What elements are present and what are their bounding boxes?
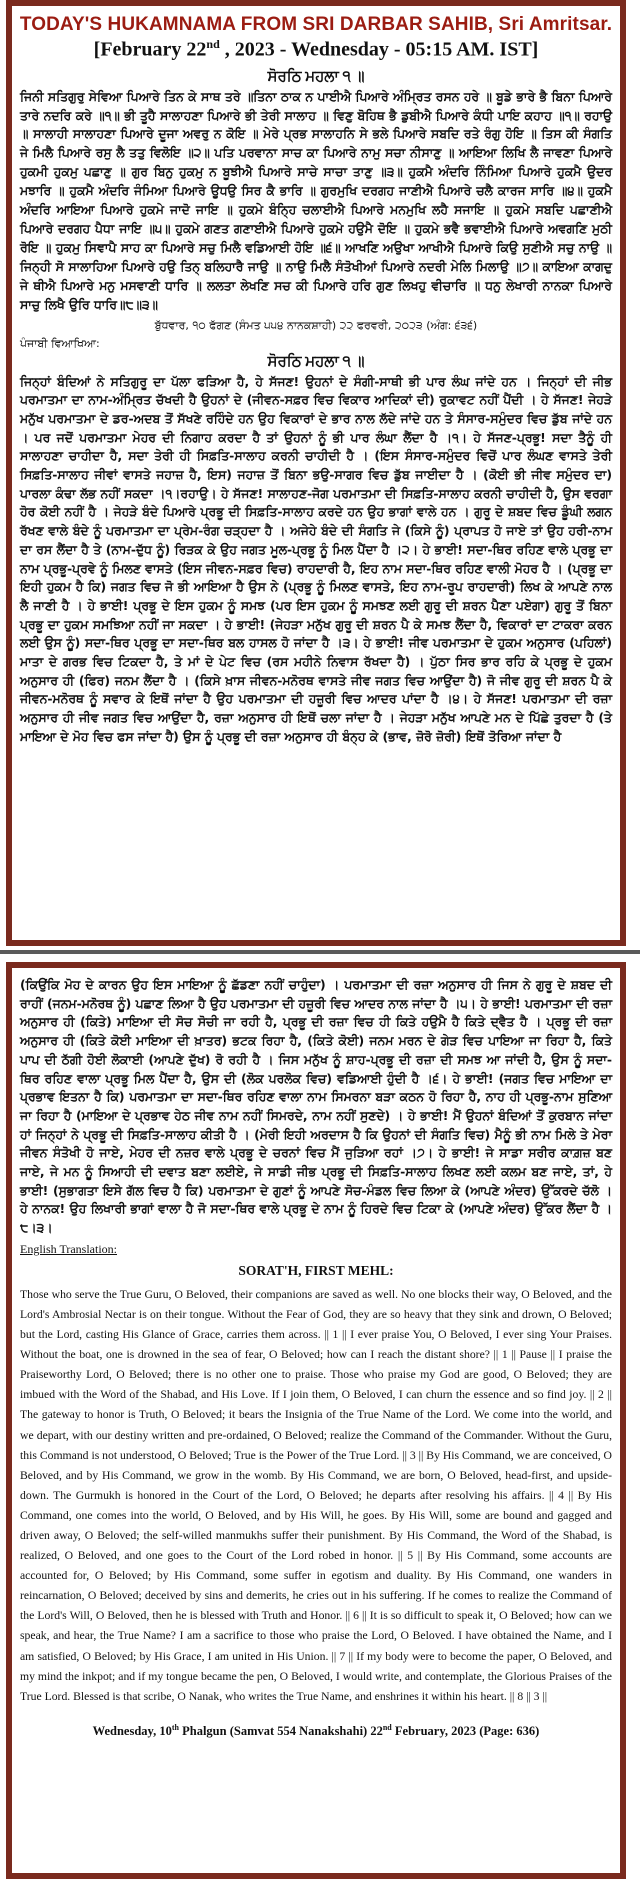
gurbani-heading: ਸੋਰਠਿ ਮਹਲਾ ੧ ॥ — [267, 68, 365, 85]
section-divider — [0, 950, 640, 954]
gurbani-section — [12, 68, 620, 747]
footer-date-line — [20, 1723, 612, 1739]
footer-prefix: Wednesday, 10 — [92, 1723, 172, 1738]
punjabi-heading: ਸੋਰਠਿ ਮਹਲਾ ੧ ॥ — [267, 353, 365, 370]
date-time-line — [16, 37, 616, 62]
footer-middle: Phalgun (Samvat 554 Nanakshahi) 22 — [178, 1723, 383, 1738]
english-translation-text: Those who serve the True Guru, O Beloved, their companions are saved as well. No one blocks their way, O Beloved, and the Lord's Ambrosial Nectar is on their tongue. Without the Fear of God, they are so heavy that they sink and drown, O Beloved; but the Lord, casting His Glance of Grace, carries them across. || 1 || I ever praise You, O Beloved, I ever sing Your Praises. Without the boat, one is drowned in the sea of fear, O Beloved; how can I reach the distant shore? || 1 || Pause || I praise the Praiseworthy Lord, O Beloved; there is no other one to praise. Those who praise my God are good, O Beloved; they are imbued with the Word of the Shabad, and His Love. If I join them, O Beloved, I can churn the essence and so find joy. || 2 || The gateway to honor is Truth, O Beloved; it bears the Insignia of the True Name of the Lord. We come into the world, and we depart, with our destiny written and pre-ordained, O Beloved; realize the Command of the Commander. Without the Guru, this Command is not understood, O Beloved; True is the Power of the True Lord. || 3 || By His Command, we are conceived, O Beloved, and by His Command, we grow in the womb. By His Command, we are born, O Beloved, head-first, and upside-down. The Gurmukh is honored in the Court of the Lord, O Beloved; he departs after resolving his affairs. || 4 || By His Command, one comes into the world, O Beloved, and by His Will, he goes. By His Will, some are bound and gagged and driven away, O Beloved; the self-willed manmukhs suffer their punishment. By His Command, the Word of the Shabad, is realized, O Beloved, and one goes to the Court of the Lord robed in honor. || 5 || By His Command, some accounts are accounted for, O Beloved; by His Command, some suffer in egotism and duality. By His Command, one wanders in reincarnation, O Beloved; deceived by sins and demerits, he cries out in his suffering. If he comes to realize the Command of the Lord's Will, O Beloved, then he is blessed with Truth and Honor. || 6 || It is so difficult to speak it, O Beloved; how can we speak, and hear, the True Name? I am a sacrifice to those who praise the Lord, O Beloved. I have obtained the Name, and I am satisfied, O Beloved; by His Grace, I am united in His Union. || 7 || If my body were to become the paper, O Beloved, and my mind the inkpot; and if my tongue became the pen, O Beloved, I would write, and contemplate, the Glorious Praises of the True Lord. Blessed is that scribe, O Nanak, who writes the True Name, and enshrines it within his heart. || 8 || 3 || — [20, 1287, 612, 1703]
hukamnama-panel-top — [6, 0, 626, 946]
english-translation-label: English Translation: — [20, 1241, 118, 1256]
english-heading: SORAT'H, FIRST MEHL: — [238, 1262, 394, 1278]
punjabi-explanation-text-2: (ਕਿਉਂਕਿ ਮੋਹ ਦੇ ਕਾਰਨ ਉਹ ਇਸ ਮਾਇਆ ਨੂੰ ਛੱਡਣਾ ਨਹੀਂ ਚਾਹੁੰਦਾ) । ਪਰਮਾਤਮਾ ਦੀ ਰਜ਼ਾ ਅਨੁਸਾਰ ਹੀ ਜਿਸ ਨੇ ਗੁਰੂ ਦੇ ਸ਼ਬਦ ਦੀ ਰਾਹੀਂ (ਜਨਮ-ਮਨੋਰਥ ਨੂੰ) ਪਛਾਣ ਲਿਆ ਹੈ ਉਹ ਪਰਮਾਤਮਾ ਦੀ ਹਜ਼ੂਰੀ ਵਿਚ ਆਦਰ ਨਾਲ ਜਾਂਦਾ ਹੈ ।੫। ਹੇ ਭਾਈ! ਪਰਮਾਤਮਾ ਦੀ ਰਜ਼ਾ ਅਨੁਸਾਰ ਹੀ (ਕਿਤੇ) ਮਾਇਆ ਦੀ ਸੋਚ ਸੋਚੀ ਜਾ ਰਹੀ ਹੈ, ਪ੍ਰਭੂ ਦੀ ਰਜ਼ਾ ਵਿਚ ਹੀ ਕਿਤੇ ਹਉਮੈ ਹੈ ਕਿਤੇ ਦ੍ਵੈਤ ਹੈ । ਪ੍ਰਭੂ ਦੀ ਰਜ਼ਾ ਅਨੁਸਾਰ ਹੀ (ਕਿਤੇ ਕੋਈ ਮਾਇਆ ਦੀ ਖ਼ਾਤਰ) ਭਟਕ ਰਿਹਾ ਹੈ, (ਕਿਤੇ ਕੋਈ) ਜਨਮ ਮਰਨ ਦੇ ਗੇੜ ਵਿਚ ਪਾਇਆ ਜਾ ਰਿਹਾ ਹੈ, ਕਿਤੇ ਪਾਪ ਦੀ ਠੱਗੀ ਹੋਈ ਲੋਕਾਈ (ਆਪਣੇ ਦੁੱਖ) ਰੋ ਰਹੀ ਹੈ । ਜਿਸ ਮਨੁੱਖ ਨੂੰ ਸ਼ਾਹ-ਪ੍ਰਭੂ ਦੀ ਰਜ਼ਾ ਦੀ ਸਮਝ ਆ ਜਾਂਦੀ ਹੈ, ਉਸ ਨੂੰ ਸਦਾ-ਥਿਰ ਰਹਿਣ ਵਾਲਾ ਪ੍ਰਭੂ ਮਿਲ ਪੈਂਦਾ ਹੈ, ਉਸ ਦੀ (ਲੋਕ ਪਰਲੋਕ ਵਿਚ) ਵਡਿਆਈ ਹੁੰਦੀ ਹੈ ।੬। ਹੇ ਭਾਈ! (ਜਗਤ ਵਿਚ ਮਾਇਆ ਦਾ ਪ੍ਰਭਾਵ ਇਤਨਾ ਹੈ ਕਿ) ਪਰਮਾਤਮਾ ਦਾ ਸਦਾ-ਥਿਰ ਰਹਿਣ ਵਾਲਾ ਨਾਮ ਸਿਮਰਨਾ ਬੜਾ ਕਠਨ ਹੋ ਰਿਹਾ ਹੈ, ਨਾਹ ਹੀ ਪ੍ਰਭੂ-ਨਾਮ ਸੁਣਿਆ ਜਾ ਰਿਹਾ ਹੈ (ਮਾਇਆ ਦੇ ਪ੍ਰਭਾਵ ਹੇਠ ਜੀਵ ਨਾਮ ਨਹੀਂ ਸਿਮਰਦੇ, ਨਾਮ ਨਹੀਂ ਸੁਣਦੇ) । ਹੇ ਭਾਈ! ਮੈਂ ਉਹਨਾਂ ਬੰਦਿਆਂ ਤੋਂ ਕੁਰਬਾਨ ਜਾਂਦਾ ਹਾਂ ਜਿਨ੍ਹਾਂ ਨੇ ਪ੍ਰਭੂ ਦੀ ਸਿਫ਼ਤਿ-ਸਾਲਾਹ ਕੀਤੀ ਹੈ । (ਮੇਰੀ ਇਹੀ ਅਰਦਾਸ ਹੈ ਕਿ ਉਹਨਾਂ ਦੀ ਸੰਗਤਿ ਵਿਚ) ਮੈਨੂੰ ਭੀ ਨਾਮ ਮਿਲੇ ਤੇ ਮੇਰਾ ਜੀਵਨ ਸੰਤੋਖੀ ਹੋ ਜਾਏ, ਮੇਹਰ ਦੀ ਨਜ਼ਰ ਵਾਲੇ ਪ੍ਰਭੂ ਦੇ ਚਰਨਾਂ ਵਿਚ ਮੈਂ ਜੁੜਿਆ ਰਹਾਂ ।੭। ਹੇ ਭਾਈ! ਜੇ ਸਾਡਾ ਸਰੀਰ ਕਾਗ਼ਜ਼ ਬਣ ਜਾਏ, ਜੇ ਮਨ ਨੂੰ ਸਿਆਹੀ ਦੀ ਦਵਾਤ ਬਣਾ ਲਈਏ, ਜੇ ਸਾਡੀ ਜੀਭ ਪ੍ਰਭੂ ਦੀ ਸਿਫ਼ਤਿ-ਸਾਲਾਹ ਲਿਖਣ ਲਈ ਕਲਮ ਬਣ ਜਾਏ, ਤਾਂ, ਹੇ ਭਾਈ! (ਸੁਭਾਗਤਾ ਇਸੇ ਗੱਲ ਵਿਚ ਹੈ ਕਿ) ਪਰਮਾਤਮਾ ਦੇ ਗੁਣਾਂ ਨੂੰ ਆਪਣੇ ਸੋਚ-ਮੰਡਲ ਵਿਚ ਲਿਆ ਕੇ (ਆਪਣੇ ਅੰਦਰ) ਉੱਕਰਦੇ ਚੱਲੋ । ਹੇ ਨਾਨਕ! ਉਹ ਲਿਖਾਰੀ ਭਾਗਾਂ ਵਾਲਾ ਹੈ ਜੋ ਸਦਾ-ਥਿਰ ਵਾਲੇ ਪ੍ਰਭੂ ਦੇ ਨਾਮ ਨੂੰ ਹਿਰਦੇ ਵਿਚ ਟਿਕਾ ਕੇ (ਆਪਣੇ ਅੰਦਰ) ਉੱਕਰ ਲੈਂਦਾ ਹੈ ।੮।੩। — [20, 977, 612, 1236]
gurbani-text: ਜਿਨੀ ਸਤਿਗੁਰੁ ਸੇਵਿਆ ਪਿਆਰੇ ਤਿਨ ਕੇ ਸਾਥ ਤਰੇ ॥ਤਿਨਾ ਠਾਕ ਨ ਪਾਈਐ ਪਿਆਰੇ ਅੰਮ੍ਰਿਤ ਰਸਨ ਹਰੇ ॥ ਬੂਡੇ ਭਾਰੇ ਭੈ ਬਿਨਾ ਪਿਆਰੇ ਤਾਰੇ ਨਦਰਿ ਕਰੇ ॥੧॥ ਭੀ ਤੂਹੈ ਸਾਲਾਹਣਾ ਪਿਆਰੇ ਭੀ ਤੇਰੀ ਸਾਲਾਹ ॥ ਵਿਣੁ ਬੋਹਿਥ ਭੈ ਡੁਬੀਐ ਪਿਆਰੇ ਕੰਧੀ ਪਾਇ ਕਹਾਹ ॥੧॥ ਰਹਾਉ ॥ ਸਾਲਾਹੀ ਸਾਲਾਹਣਾ ਪਿਆਰੇ ਦੂਜਾ ਅਵਰੁ ਨ ਕੋਇ ॥ ਮੇਰੇ ਪ੍ਰਭ ਸਾਲਾਹਨਿ ਸੇ ਭਲੇ ਪਿਆਰੇ ਸਬਦਿ ਰਤੇ ਰੰਗੁ ਹੋਇ ॥ ਤਿਸ ਕੀ ਸੰਗਤਿ ਜੇ ਮਿਲੈ ਪਿਆਰੇ ਰਸੁ ਲੈ ਤਤੁ ਵਿਲੋਇ ॥੨॥ ਪਤਿ ਪਰਵਾਨਾ ਸਾਚ ਕਾ ਪਿਆਰੇ ਨਾਮੁ ਸਚਾ ਨੀਸਾਣੁ ॥ ਆਇਆ ਲਿਖਿ ਲੈ ਜਾਵਣਾ ਪਿਆਰੇ ਹੁਕਮੀ ਹੁਕਮੁ ਪਛਾਣੁ ॥ ਗੁਰ ਬਿਨੁ ਹੁਕਮੁ ਨ ਬੂਝੀਐ ਪਿਆਰੇ ਸਾਚੇ ਸਾਚਾ ਤਾਣੁ ॥੩॥ ਹੁਕਮੈ ਅੰਦਰਿ ਨਿੰਮਿਆ ਪਿਆਰੇ ਹੁਕਮੈ ਉਦਰ ਮਝਾਰਿ ॥ ਹੁਕਮੈ ਅੰਦਰਿ ਜੰਮਿਆ ਪਿਆਰੇ ਊਧਉ ਸਿਰ ਕੈ ਭਾਰਿ ॥ ਗੁਰਮੁਖਿ ਦਰਗਹ ਜਾਣੀਐ ਪਿਆਰੇ ਚਲੈ ਕਾਰਜ ਸਾਰਿ ॥੪॥ ਹੁਕਮੈ ਅੰਦਰਿ ਆਇਆ ਪਿਆਰੇ ਹੁਕਮੇ ਜਾਦੋ ਜਾਇ ॥ ਹੁਕਮੇ ਬੰਨ੍ਹਿ ਚਲਾਈਐ ਪਿਆਰੇ ਮਨਮੁਖਿ ਲਹੈ ਸਜਾਇ ॥ ਹੁਕਮੇ ਸਬਦਿ ਪਛਾਣੀਐ ਪਿਆਰੇ ਦਰਗਹ ਪੈਧਾ ਜਾਇ ॥੫॥ ਹੁਕਮੇ ਗਣਤ ਗਣਾਈਐ ਪਿਆਰੇ ਹੁਕਮੇ ਹਉਮੈ ਦੋਇ ॥ ਹੁਕਮੇ ਭਵੈ ਭਵਾਈਐ ਪਿਆਰੇ ਅਵਗਣਿ ਮੁਠੀ ਰੋਇ ॥ ਹੁਕਮੁ ਸਿਞਾਪੈ ਸਾਹ ਕਾ ਪਿਆਰੇ ਸਚੁ ਮਿਲੈ ਵਡਿਆਈ ਹੋਇ ॥੬॥ ਆਖਣਿ ਅਉਖਾ ਆਖੀਐ ਪਿਆਰੇ ਕਿਉ ਸੁਣੀਐ ਸਚੁ ਨਾਉ ॥ ਜਿਨ੍ਹੀ ਸੋ ਸਾਲਾਹਿਆ ਪਿਆਰੇ ਹਉ ਤਿਨ੍ ਬਲਿਹਾਰੈ ਜਾਉ ॥ ਨਾਉ ਮਿਲੈ ਸੰਤੋਖੀਆਂ ਪਿਆਰੇ ਨਦਰੀ ਮੇਲਿ ਮਿਲਾਉ ॥੭॥ ਕਾਇਆ ਕਾਗਦੁ ਜੇ ਥੀਐ ਪਿਆਰੇ ਮਨੁ ਮਸਵਾਣੀ ਧਾਰਿ ॥ ਲਲਤਾ ਲੇਖਣਿ ਸਚ ਕੀ ਪਿਆਰੇ ਹਰਿ ਗੁਣ ਲਿਖਹੁ ਵੀਚਾਰਿ ॥ ਧਨੁ ਲੇਖਾਰੀ ਨਾਨਕਾ ਪਿਆਰੇ ਸਾਚੁ ਲਿਖੈ ਉਰਿ ਧਾਰਿ॥੮॥੩॥ — [20, 88, 612, 312]
nanakshahi-dateline: ਬੁੱਧਵਾਰ, ੧੦ ਫੱਗਣ (ਸੰਮਤ ੫੫੪ ਨਾਨਕਸ਼ਾਹੀ) ੨੨ ਫਰਵਰੀ, ੨੦੨੩ (ਅੰਗ: ੬੩੬) — [154, 318, 478, 332]
footer-suffix: February, 2023 (Page: 636) — [391, 1723, 540, 1738]
date-suffix-sup: nd — [206, 37, 220, 51]
footer-sup-2: nd — [382, 1722, 392, 1732]
punjabi-explanation-label: ਪੰਜਾਬੀ ਵਿਆਖਿਆ: — [20, 336, 100, 350]
date-rest: , 2023 - Wednesday - 05:15 AM. IST] — [219, 38, 539, 61]
footer-sup-1: th — [171, 1722, 179, 1732]
hukamnama-panel-bottom — [6, 962, 626, 1879]
page-title: TODAY'S HUKAMNAMA FROM SRI DARBAR SAHIB, Sri Amritsar. — [19, 14, 613, 35]
punjabi-explanation-text-1: ਜਿਨ੍ਹਾਂ ਬੰਦਿਆਂ ਨੇ ਸਤਿਗੁਰੂ ਦਾ ਪੱਲਾ ਫੜਿਆ ਹੈ, ਹੇ ਸੱਜਣ! ਉਹਨਾਂ ਦੇ ਸੰਗੀ-ਸਾਥੀ ਭੀ ਪਾਰ ਲੰਘ ਜਾਂਦੇ ਹਨ । ਜਿਨ੍ਹਾਂ ਦੀ ਜੀਭ ਪਰਮਾਤਮਾ ਦਾ ਨਾਮ-ਅੰਮ੍ਰਿਤ ਚੱਖਦੀ ਹੈ ਉਹਨਾਂ ਦੇ (ਜੀਵਨ-ਸਫ਼ਰ ਵਿਚ ਵਿਕਾਰ ਆਦਿਕਾਂ ਦੀ) ਰੁਕਾਵਟ ਨਹੀਂ ਪੈਂਦੀ । ਹੇ ਸੱਜਣ! ਜੇਹੜੇ ਮਨੁੱਖ ਪਰਮਾਤਮਾ ਦੇ ਡਰ-ਅਦਬ ਤੋਂ ਸੱਖਣੇ ਰਹਿੰਦੇ ਹਨ ਉਹ ਵਿਕਾਰਾਂ ਦੇ ਭਾਰ ਨਾਲ ਲੱਦੇ ਜਾਂਦੇ ਹਨ ਤੇ ਸੰਸਾਰ-ਸਮੁੰਦਰ ਵਿਚ ਡੁੱਬ ਜਾਂਦੇ ਹਨ । ਪਰ ਜਦੋਂ ਪਰਮਾਤਮਾ ਮੇਹਰ ਦੀ ਨਿਗਾਹ ਕਰਦਾ ਹੈ ਤਾਂ ਉਹਨਾਂ ਨੂੰ ਭੀ ਪਾਰ ਲੰਘਾ ਲੈਂਦਾ ਹੈ ।੧। ਹੇ ਸੱਜਣ-ਪ੍ਰਭੂ! ਸਦਾ ਤੈਨੂੰ ਹੀ ਸਾਲਾਹਣਾ ਚਾਹੀਦਾ ਹੈ, ਸਦਾ ਤੇਰੀ ਹੀ ਸਿਫ਼ਤਿ-ਸਾਲਾਹ ਕਰਨੀ ਚਾਹੀਦੀ ਹੈ । (ਇਸ ਸੰਸਾਰ-ਸਮੁੰਦਰ ਵਿਚੋਂ ਪਾਰ ਲੰਘਣ ਵਾਸਤੇ ਤੇਰੀ ਸਿਫ਼ਤਿ-ਸਾਲਾਹ ਜੀਵਾਂ ਵਾਸਤੇ ਜਹਾਜ਼ ਹੈ, ਇਸ) ਜਹਾਜ਼ ਤੋਂ ਬਿਨਾ ਭਉ-ਸਾਗਰ ਵਿਚ ਡੁੱਬ ਜਾਈਦਾ ਹੈ । (ਕੋਈ ਭੀ ਜੀਵ ਸਮੁੰਦਰ ਦਾ) ਪਾਰਲਾ ਕੰਢਾ ਲੱਭ ਨਹੀਂ ਸਕਦਾ ।੧।ਰਹਾਉ। ਹੇ ਸੱਜਣ! ਸਾਲਾਹਣ-ਜੋਗ ਪਰਮਾਤਮਾ ਦੀ ਸਿਫ਼ਤਿ-ਸਾਲਾਹ ਕਰਨੀ ਚਾਹੀਦੀ ਹੈ, ਉਸ ਵਰਗਾ ਹੋਰ ਕੋਈ ਨਹੀਂ ਹੈ । ਜੇਹੜੇ ਬੰਦੇ ਪਿਆਰੇ ਪ੍ਰਭੂ ਦੀ ਸਿਫ਼ਤਿ-ਸਾਲਾਹ ਕਰਦੇ ਹਨ ਉਹ ਭਾਗਾਂ ਵਾਲੇ ਹਨ । ਗੁਰੂ ਦੇ ਸ਼ਬਦ ਵਿਚ ਡੂੰਘੀ ਲਗਨ ਰੱਖਣ ਵਾਲੇ ਬੰਦੇ ਨੂੰ ਪਰਮਾਤਮਾ ਦਾ ਪ੍ਰੇਮ-ਰੰਗ ਚੜ੍ਹਦਾ ਹੈ । ਅਜੇਹੇ ਬੰਦੇ ਦੀ ਸੰਗਤਿ ਜੇ (ਕਿਸੇ ਨੂੰ) ਪ੍ਰਾਪਤ ਹੋ ਜਾਏ ਤਾਂ ਉਹ ਹਰੀ-ਨਾਮ ਦਾ ਰਸ ਲੈਂਦਾ ਹੈ ਤੇ (ਨਾਮ-ਦੁੱਧ ਨੂੰ) ਰਿੜਕ ਕੇ ਉਹ ਜਗਤ ਮੂਲ-ਪ੍ਰਭੂ ਨੂੰ ਮਿਲ ਪੈਂਦਾ ਹੈ ।੨। ਹੇ ਭਾਈ! ਸਦਾ-ਥਿਰ ਰਹਿਣ ਵਾਲੇ ਪ੍ਰਭੂ ਦਾ ਨਾਮ ਪ੍ਰਭੂ-ਪ੍ਰਵੇ ਨੂੰ ਮਿਲਣ ਵਾਸਤੇ (ਇਸ ਜੀਵਨ-ਸਫ਼ਰ ਵਿਚ) ਰਾਹਦਾਰੀ ਹੈ, ਇਹ ਨਾਮ ਸਦਾ-ਥਿਰ ਰਹਿਣ ਵਾਲੀ ਮੋਹਰ ਹੈ । (ਪ੍ਰਭੂ ਦਾ ਇਹੀ ਹੁਕਮ ਹੈ ਕਿ) ਜਗਤ ਵਿਚ ਜੋ ਭੀ ਆਇਆ ਹੈ ਉਸ ਨੇ (ਪ੍ਰਭੂ ਨੂੰ ਮਿਲਣ ਵਾਸਤੇ, ਇਹ ਨਾਮ-ਰੂਪ ਰਾਹਦਾਰੀ) ਲਿਖ ਕੇ ਆਪਣੇ ਨਾਲ ਲੈ ਜਾਣੀ ਹੈ । ਹੇ ਭਾਈ! ਪ੍ਰਭੂ ਦੇ ਇਸ ਹੁਕਮ ਨੂੰ ਸਮਝ (ਪਰ ਇਸ ਹੁਕਮ ਨੂੰ ਸਮਝਣ ਲਈ ਗੁਰੂ ਦੀ ਸ਼ਰਨ ਪੈਣਾ ਪਏਗਾ) ਗੁਰੂ ਤੋਂ ਬਿਨਾ ਪ੍ਰਭੂ ਦਾ ਹੁਕਮ ਸਮਝਿਆ ਨਹੀਂ ਜਾ ਸਕਦਾ । ਹੇ ਭਾਈ! (ਜੇਹੜਾ ਮਨੁੱਖ ਗੁਰੂ ਦੀ ਸ਼ਰਨ ਪੈ ਕੇ ਸਮਝ ਲੈਂਦਾ ਹੈ, ਵਿਕਾਰਾਂ ਦਾ ਟਾਕਰਾ ਕਰਨ ਲਈ ਉਸ ਨੂੰ) ਸਦਾ-ਥਿਰ ਪ੍ਰਭੂ ਦਾ ਸਦਾ-ਥਿਰ ਬਲ ਹਾਸਲ ਹੋ ਜਾਂਦਾ ਹੈ ।੩। ਹੇ ਭਾਈ! ਜੀਵ ਪਰਮਾਤਮਾ ਦੇ ਹੁਕਮ ਅਨੁਸਾਰ (ਪਹਿਲਾਂ) ਮਾਤਾ ਦੇ ਗਰਭ ਵਿਚ ਟਿਕਦਾ ਹੈ, ਤੇ ਮਾਂ ਦੇ ਪੇਟ ਵਿਚ (ਰਸ ਮਹੀਨੇ ਨਿਵਾਸ ਰੱਖਦਾ ਹੈ) । ਪੁੱਠਾ ਸਿਰ ਭਾਰ ਰਹਿ ਕੇ ਪ੍ਰਭੂ ਦੇ ਹੁਕਮ ਅਨੁਸਾਰ ਹੀ (ਫਿਰ) ਜਨਮ ਲੈਂਦਾ ਹੈ । (ਕਿਸੇ ਖ਼ਾਸ ਜੀਵਨ-ਮਨੋਰਥ ਵਾਸਤੇ ਜੀਵ ਜਗਤ ਵਿਚ ਆਉਂਦਾ ਹੈ) ਜੋ ਜੀਵ ਗੁਰੂ ਦੀ ਸ਼ਰਨ ਪੈ ਕੇ ਜੀਵਨ-ਮਨੋਰਥ ਨੂੰ ਸਵਾਰ ਕੇ ਇਥੋਂ ਜਾਂਦਾ ਹੈ ਉਹ ਪਰਮਾਤਮਾ ਦੀ ਹਜ਼ੂਰੀ ਵਿਚ ਆਦਰ ਪਾਂਦਾ ਹੈ ।੪। ਹੇ ਸੱਜਣ! ਪਰਮਾਤਮਾ ਦੀ ਰਜ਼ਾ ਅਨੁਸਾਰ ਹੀ ਜੀਵ ਜਗਤ ਵਿਚ ਆਉਂਦਾ ਹੈ, ਰਜ਼ਾ ਅਨੁਸਾਰ ਹੀ ਇਥੋਂ ਚਲਾ ਜਾਂਦਾ ਹੈ । ਜੇਹੜਾ ਮਨੁੱਖ ਆਪਣੇ ਮਨ ਦੇ ਪਿੱਛੇ ਤੁਰਦਾ ਹੈ (ਤੇ ਮਾਇਆ ਦੇ ਮੋਹ ਵਿਚ ਫਸ ਜਾਂਦਾ ਹੈ) ਉਸ ਨੂੰ ਪ੍ਰਭੂ ਦੀ ਰਜ਼ਾ ਅਨੁਸਾਰ ਹੀ ਬੰਨ੍ਹ ਕੇ (ਭਾਵ, ਜ਼ੋਰੋ ਜ਼ੋਰੀ) ਇਥੋਂ ਤੋਰਿਆ ਜਾਂਦਾ ਹੈ — [20, 373, 613, 744]
date-prefix: [February 22 — [93, 38, 207, 61]
